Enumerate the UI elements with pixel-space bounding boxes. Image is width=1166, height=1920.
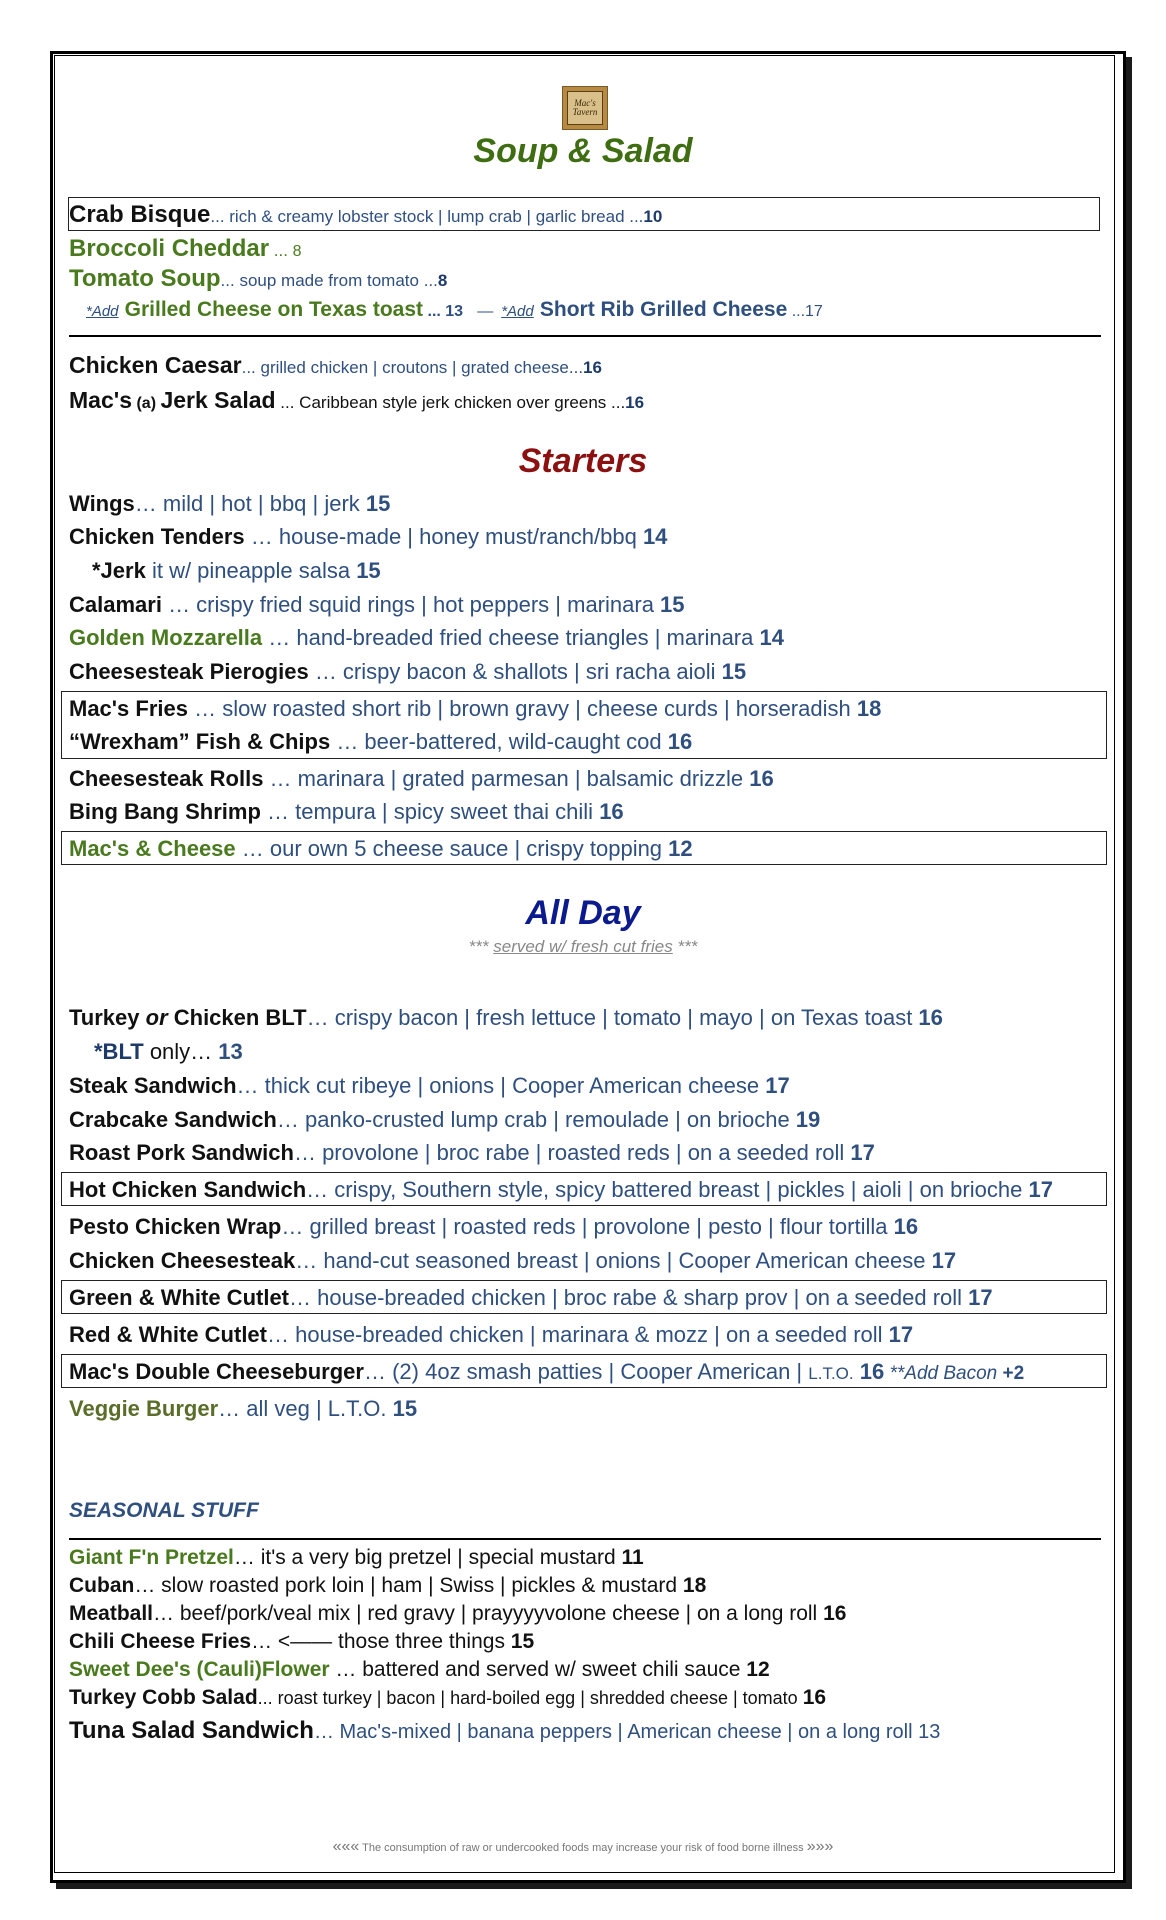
item-price: 17 xyxy=(765,1073,790,1098)
item-desc: … crispy fried squid rings | hot peppers | marinara xyxy=(161,592,661,617)
item-desc: … all veg | L.T.O. xyxy=(218,1396,393,1421)
item-name: Calamari xyxy=(69,592,162,617)
item-desc: ... soup made from tomato ... xyxy=(220,271,438,290)
item-name: Mac's Double Cheeseburger xyxy=(69,1359,364,1384)
item-desc: only… xyxy=(143,1039,219,1064)
menu-item-cuban xyxy=(69,1574,706,1598)
item-name: Golden Mozzarella xyxy=(69,625,263,650)
section-title-seasonal: SEASONAL STUFF xyxy=(69,1499,259,1522)
menu-item-meatball xyxy=(69,1602,846,1626)
addon-price: ...17 xyxy=(787,303,823,320)
item-price: 17 xyxy=(931,1248,957,1273)
add-label: *Add xyxy=(501,303,534,320)
menu-item-turkey-cobb xyxy=(69,1686,826,1710)
item-name: Red & White Cutlet xyxy=(69,1322,267,1347)
item-desc: … hand-cut seasoned breast | onions | Cooper American cheese xyxy=(295,1248,932,1273)
item-desc: ... xyxy=(269,241,293,260)
add-bacon: **Add Bacon xyxy=(884,1363,1003,1384)
addon-grilled-cheese: Grilled Cheese on Texas toast xyxy=(124,298,424,321)
note-stars: *** xyxy=(677,937,698,956)
section-title-starters: Starters xyxy=(518,442,648,480)
item-name: Turkey xyxy=(69,1005,146,1030)
menu-item-fish-chips xyxy=(69,729,692,755)
menu-item-bing-bang-shrimp xyxy=(69,799,624,825)
soup-addons xyxy=(86,296,823,325)
addon-dash: — xyxy=(477,303,494,320)
item-desc: ... grilled chicken | croutons | grated cheese... xyxy=(241,358,584,377)
item-price: 8 xyxy=(292,243,302,260)
menu-item-giant-pretzel xyxy=(69,1546,644,1570)
item-desc: … Mac's-mixed | banana peppers | American cheese | on a long roll xyxy=(313,1721,919,1743)
section-title-soup: Soup & Salad xyxy=(473,132,693,170)
item-desc: ... rich & creamy lobster stock | lump crab | garlic bread ... xyxy=(210,207,644,226)
item-price: 16 xyxy=(599,799,624,824)
menu-item-jerk-salad xyxy=(69,387,644,417)
item-desc: … thick cut ribeye | onions | Cooper American cheese xyxy=(236,1073,766,1098)
divider-line xyxy=(69,1538,1101,1540)
item-name: Giant F'n Pretzel xyxy=(69,1546,234,1569)
item-name: Wings xyxy=(69,491,135,516)
item-price: 17 xyxy=(888,1322,914,1347)
item-price: 11 xyxy=(621,1546,644,1569)
item-price: 14 xyxy=(642,524,668,549)
item-desc: … (2) 4oz smash patties | Cooper American | xyxy=(363,1359,809,1384)
menu-item-macs-cheese xyxy=(69,836,693,862)
menu-item-blt-only xyxy=(94,1039,243,1065)
menu-item-green-white-cutlet xyxy=(69,1285,993,1311)
item-lto: L.T.O. xyxy=(808,1364,854,1383)
item-desc: it w/ pineapple salsa xyxy=(145,558,357,583)
item-desc: … crispy bacon & shallots | sri racha aioli xyxy=(308,659,722,684)
item-desc: … crispy, Southern style, spicy battered breast | pickles | aioli | on brioche xyxy=(306,1177,1029,1202)
menu-item-chili-cheese-fries xyxy=(69,1630,534,1654)
item-price: 18 xyxy=(682,1574,707,1597)
menu-item-chicken-cheesesteak xyxy=(69,1248,956,1274)
item-name: Chili Cheese Fries xyxy=(69,1630,252,1653)
item-price: 15 xyxy=(365,491,391,516)
item-name: Chicken Tenders xyxy=(69,524,245,549)
item-desc: ... Caribbean style jerk chicken over greens ... xyxy=(275,393,626,412)
item-name: Meatball xyxy=(69,1602,154,1625)
menu-item-pesto-wrap xyxy=(69,1214,918,1240)
item-price: 15 xyxy=(356,558,381,583)
footer-text: The consumption of raw or undercooked foods may increase your risk of food borne illness xyxy=(359,1842,807,1854)
item-name: Turkey Cobb Salad xyxy=(69,1686,258,1709)
item-price: 13 xyxy=(918,1721,941,1743)
item-name: Pesto Chicken Wrap xyxy=(69,1214,282,1239)
logo-text: Mac's Tavern xyxy=(567,91,603,125)
item-name: Mac's xyxy=(69,387,133,413)
menu-item-macs-fries xyxy=(69,696,881,722)
item-price: 12 xyxy=(668,836,693,861)
item-desc: … hand-breaded fried cheese triangles | marinara xyxy=(262,625,760,650)
item-name: Chicken Caesar xyxy=(69,352,242,378)
item-price: 16 xyxy=(823,1602,847,1625)
menu-item-blt xyxy=(69,1005,943,1031)
menu-item-steak-sandwich xyxy=(69,1073,790,1099)
item-desc: … provolone | broc rabe | roasted reds | on a seeded roll xyxy=(293,1140,851,1165)
item-desc: … marinara | grated parmesan | balsamic drizzle xyxy=(263,766,750,791)
menu-item-wings xyxy=(69,491,390,517)
addon-price: ... 13 xyxy=(423,303,464,320)
item-desc: … house-breaded chicken | marinara & mozz | on a seeded roll xyxy=(267,1322,889,1347)
item-desc: … slow roasted pork loin | ham | Swiss | pickles & mustard xyxy=(134,1574,683,1597)
item-name: Cheesesteak Pierogies xyxy=(69,659,309,684)
item-name: Green & White Cutlet xyxy=(69,1285,290,1310)
item-price: 16 xyxy=(583,358,602,377)
item-name: Steak Sandwich xyxy=(69,1073,237,1098)
menu-inner-frame xyxy=(54,55,1115,1873)
menu-item-veggie-burger xyxy=(69,1396,417,1422)
item-name: Broccoli Cheddar xyxy=(69,235,270,262)
item-desc: … panko-crusted lump crab | remoulade | on brioche xyxy=(276,1107,796,1132)
add-label: *Add xyxy=(86,303,119,320)
item-price: 18 xyxy=(856,696,882,721)
menu-item-chicken-tenders xyxy=(69,524,667,550)
item-price: 15 xyxy=(721,659,747,684)
menu-item-red-white-cutlet xyxy=(69,1322,913,1348)
item-price: 8 xyxy=(437,271,448,290)
menu-item-hot-chicken xyxy=(69,1177,1053,1203)
item-price: 16 xyxy=(625,393,645,412)
item-name: Chicken Cheesesteak xyxy=(69,1248,296,1273)
item-name: *Jerk xyxy=(92,558,146,583)
item-name: Tuna Salad Sandwich xyxy=(69,1717,314,1744)
add-bacon-price: +2 xyxy=(1002,1363,1025,1384)
footer-disclaimer xyxy=(0,1838,1166,1856)
allday-note xyxy=(0,937,1166,957)
menu-item-tomato-soup xyxy=(69,266,447,294)
item-name: Roast Pork Sandwich xyxy=(69,1140,294,1165)
menu-item-crab-bisque xyxy=(69,202,662,230)
item-price: 16 xyxy=(667,729,693,754)
item-name: Tomato Soup xyxy=(69,265,221,292)
menu-item-roast-pork xyxy=(69,1140,875,1166)
item-name: “Wrexham” Fish & Chips xyxy=(69,729,331,754)
item-desc: … battered and served w/ sweet chili sauce xyxy=(329,1658,747,1681)
item-desc: … beef/pork/veal mix | red gravy | prayyyyvolone cheese | on a long roll xyxy=(153,1602,824,1625)
menu-item-cheesesteak-rolls xyxy=(69,766,774,792)
item-desc: … crispy bacon | fresh lettuce | tomato | mayo | on Texas toast xyxy=(306,1005,919,1030)
item-desc: … house-breaded chicken | broc rabe & sharp prov | on a seeded roll xyxy=(289,1285,969,1310)
item-price: 17 xyxy=(1028,1177,1053,1202)
menu-item-cauliflower xyxy=(69,1658,770,1682)
item-price: 17 xyxy=(968,1285,993,1310)
note-stars: *** xyxy=(468,937,489,956)
item-price: 19 xyxy=(795,1107,821,1132)
item-price: 16 xyxy=(749,766,774,791)
item-price: 15 xyxy=(392,1396,418,1421)
item-name-2: Jerk Salad xyxy=(160,387,276,413)
item-name: Veggie Burger xyxy=(69,1396,219,1421)
item-name-or: or xyxy=(145,1005,168,1030)
item-desc: … mild | hot | bbq | jerk xyxy=(134,491,366,516)
item-desc: … it's a very big pretzel | special mustard xyxy=(233,1546,622,1569)
menu-item-crabcake-sandwich xyxy=(69,1107,820,1133)
footer-left-marks: ««« xyxy=(332,1838,360,1855)
item-name: Mac's Fries xyxy=(69,696,188,721)
item-name: Mac's & Cheese xyxy=(69,836,236,861)
item-price: 14 xyxy=(759,625,784,650)
item-price: 15 xyxy=(660,592,685,617)
item-name: Cuban xyxy=(69,1574,135,1597)
item-price: 13 xyxy=(218,1039,243,1064)
item-price: 17 xyxy=(850,1140,875,1165)
divider-line xyxy=(69,335,1101,337)
item-name: Crabcake Sandwich xyxy=(69,1107,277,1132)
item-name: Sweet Dee's (Cauli)Flower xyxy=(69,1658,330,1681)
item-price: 16 xyxy=(802,1686,827,1709)
item-name: Crab Bisque xyxy=(69,201,211,228)
item-price: 16 xyxy=(918,1005,943,1030)
item-desc: … tempura | spicy sweet thai chili xyxy=(260,799,600,824)
menu-item-broccoli-cheddar xyxy=(69,236,302,265)
menu-item-calamari xyxy=(69,592,685,618)
item-price: 16 xyxy=(893,1214,919,1239)
menu-item-cheesesteak-pierogies xyxy=(69,659,746,685)
item-price: 10 xyxy=(643,207,663,226)
item-price: 16 xyxy=(853,1359,885,1384)
item-desc: … grilled breast | roasted reds | provolone | pesto | flour tortilla xyxy=(281,1214,894,1239)
addon-short-rib: Short Rib Grilled Cheese xyxy=(539,298,788,321)
item-name-a: (a) xyxy=(132,395,161,412)
tavern-logo xyxy=(562,86,608,130)
menu-item-golden-mozzarella xyxy=(69,625,784,651)
item-name: Bing Bang Shrimp xyxy=(69,799,261,824)
note-text: served w/ fresh cut fries xyxy=(493,937,673,956)
item-desc: … our own 5 cheese sauce | crispy topping xyxy=(235,836,669,861)
footer-right-marks: »»» xyxy=(806,1838,834,1855)
menu-item-tuna-salad xyxy=(69,1718,940,1745)
item-desc: … house-made | honey must/ranch/bbq xyxy=(244,524,643,549)
item-price: 12 xyxy=(746,1658,770,1681)
item-desc: ... roast turkey | bacon | hard-boiled egg | shredded cheese | tomato xyxy=(257,1688,803,1708)
item-desc: … beer-battered, wild-caught cod xyxy=(330,729,668,754)
item-name: *BLT xyxy=(94,1039,144,1064)
item-name: Hot Chicken Sandwich xyxy=(69,1177,307,1202)
menu-item-jerk-tenders xyxy=(92,558,381,584)
item-name: Cheesesteak Rolls xyxy=(69,766,264,791)
menu-item-chicken-caesar xyxy=(69,352,602,381)
item-desc: … <—— those three things xyxy=(251,1630,511,1653)
item-name-2: Chicken BLT xyxy=(167,1005,307,1030)
menu-item-double-cheeseburger xyxy=(69,1359,1024,1387)
item-price: 15 xyxy=(510,1630,535,1653)
section-title-allday: All Day xyxy=(525,894,641,932)
item-desc: … slow roasted short rib | brown gravy | cheese curds | horseradish xyxy=(187,696,857,721)
